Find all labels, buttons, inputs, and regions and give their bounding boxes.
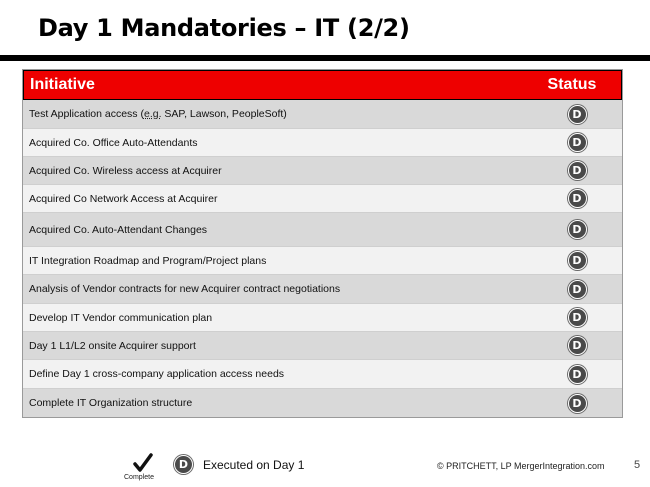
footer-copyright: © PRITCHETT, LP MergerIntegration.com xyxy=(437,461,605,471)
d-badge-icon: D xyxy=(568,189,587,208)
d-badge-icon: D xyxy=(568,133,587,152)
d-badge-icon: D xyxy=(568,308,587,327)
table-header xyxy=(23,70,622,100)
d-badge-icon: D xyxy=(568,105,587,124)
d-badge-icon: D xyxy=(568,280,587,299)
table-row xyxy=(23,212,622,246)
title-divider xyxy=(0,55,650,61)
initiative-text: Test Application access ( xyxy=(29,108,144,120)
table-row xyxy=(23,388,622,417)
initiative-text: Acquired Co. Auto-Attendant Changes xyxy=(29,223,208,236)
d-badge-icon: D xyxy=(568,394,587,413)
initiative-text: Acquired Co. Office Auto-Attendants xyxy=(29,136,198,149)
initiative-text: Day 1 L1/L2 onsite Acquirer support xyxy=(29,339,196,352)
d-badge-icon: D xyxy=(568,161,587,180)
d-badge-icon: D xyxy=(174,455,193,474)
initiative-text: Acquired Co Network Access at Acquirer xyxy=(29,192,218,205)
initiative-text: Analysis of Vendor contracts for new Acquirer contract negotiations xyxy=(29,283,341,295)
table-row xyxy=(23,274,622,303)
table-row xyxy=(23,128,622,156)
d-badge-icon: D xyxy=(568,336,587,355)
table-row xyxy=(23,156,622,184)
table-row xyxy=(23,331,622,359)
initiative-text: Complete IT Organization structure xyxy=(29,397,193,409)
initiative-text: Define Day 1 cross-company application access needs xyxy=(29,368,285,380)
d-badge-icon: D xyxy=(568,251,587,270)
table-row xyxy=(23,100,622,128)
initiative-text: Acquired Co. Wireless access at Acquirer xyxy=(29,164,222,177)
initiative-cell xyxy=(23,108,532,120)
initiative-text: Develop IT Vendor communication plan xyxy=(29,311,213,324)
header-initiative: Initiative xyxy=(30,76,95,93)
initiatives-table xyxy=(22,69,623,418)
header-status: Status xyxy=(547,76,597,93)
table-row xyxy=(23,359,622,388)
legend-complete-label: Complete xyxy=(124,474,154,481)
d-badge-icon: D xyxy=(568,365,587,384)
legend-d-icon xyxy=(174,455,193,474)
table-row xyxy=(23,184,622,212)
initiative-text: SAP, Lawson, PeopleSoft) xyxy=(161,108,287,120)
table-row xyxy=(23,246,622,274)
table-row xyxy=(23,303,622,331)
initiative-abbrev: e.g. xyxy=(143,108,162,120)
initiative-text: IT Integration Roadmap and Program/Project plans xyxy=(29,254,267,267)
legend-executed-label: Executed on Day 1 xyxy=(203,458,305,472)
d-badge-icon: D xyxy=(568,220,587,239)
page-title: Day 1 Mandatories – IT (2/2) xyxy=(38,14,410,42)
page-number: 5 xyxy=(634,459,641,471)
